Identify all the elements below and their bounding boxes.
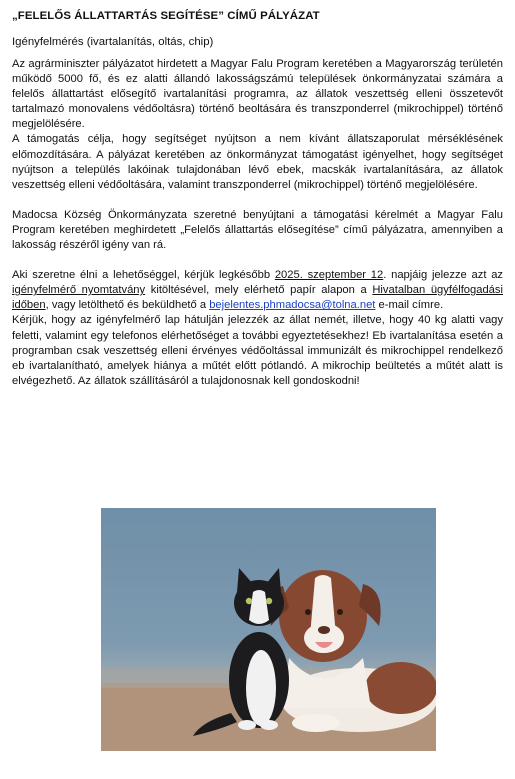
instructions-text-5: e-mail címre. xyxy=(375,299,444,312)
paragraph-requirements: Kérjük, hogy az igényfelmérő lap hátulján jelezzék az állat nemét, illetve, hogy 40 kg alatti vagy feletti, valamint egy telefonos elérhetőséget a további egyeztetésekhez! Eb ivartalanítása esetén a programban csak veszettség elleni érvényes védőoltással immunizált és mikrochippel rendelkező eb ivartalanítható, amelyek hiánya a műtét előtt pótlandó. A mikrochip beültetés a műtét alatt is elvégezhető. Az állatok szállításáról a tulajdonosnak kell gondoskodni! xyxy=(12,314,503,387)
instructions-text-2: . napjáig jelezze azt az xyxy=(383,269,504,282)
document-subtitle: Igényfelmérés (ivartalanítás, oltás, chip) xyxy=(12,36,214,48)
survey-form-link[interactable]: igényfelmérő nyomtatvány xyxy=(12,284,146,297)
cat-and-dog-photo xyxy=(101,508,436,751)
document-title: „FELELŐS ÁLLATTARTÁS SEGÍTÉSE” CÍMŰ PÁLYÁZAT xyxy=(12,10,320,22)
paragraph-instructions xyxy=(12,268,503,313)
paragraph-announcement: Az agrárminiszter pályázatot hirdetett a Magyar Falu Program keretében a Magyarország területén működő 5000 fő, és ez alatti állandó lakosságszámú települések önkormányzatai számára a felelős állattartást elősegítő ivartalanítási programra, az állatok veszettség elleni összetevőt tartalmazó monovalens védőoltásra) történő beoltására és transzponderrel (mikrochippel) történő megjelölésére. xyxy=(12,58,503,131)
dog-back-patch xyxy=(365,662,436,714)
cat-paw-right xyxy=(260,720,278,730)
cat-chest xyxy=(246,650,276,726)
cat-eye-left xyxy=(246,598,252,604)
document-page xyxy=(12,10,503,389)
instructions-text-4: , vagy letölthető és beküldhető a xyxy=(45,299,210,312)
dog-chest xyxy=(283,658,371,708)
dog-eye-left xyxy=(305,609,311,615)
photo-illustration xyxy=(101,508,436,751)
deadline-date: 2025. szeptember 12 xyxy=(274,269,384,282)
cat-paw-left xyxy=(238,720,256,730)
email-link[interactable]: bejelentes.phmadocsa@tolna.net xyxy=(209,299,376,312)
instructions-text-3: kitöltésével, mely elérhető papír alapon a xyxy=(145,284,373,297)
dog-paw xyxy=(292,714,340,732)
paragraph-municipality: Madocsa Község Önkormányzata szeretné benyújtani a támogatási kérelmét a Magyar Falu Program keretében meghirdetett „Felelős állattartás elősegítése” című pályázatra, amennyiben a lakosság részéről igény van rá. xyxy=(12,208,503,252)
dog-eye-right xyxy=(337,609,343,615)
cat-eye-right xyxy=(266,598,272,604)
instructions-text-1: Aki szeretne élni a lehetőséggel, kérjük legkésőbb xyxy=(12,269,275,282)
dog-nose xyxy=(318,626,330,634)
paragraph-goal: A támogatás célja, hogy segítséget nyújtson a nem kívánt állatszaporulat mérséklésének előmozdítására. A pályázat keretében az önkormányzat támogatást igényelhet, hogy segítséget nyújtson a település lakóinak tulajdonában lévő ebek, macskák ivartalanítására, az állatok veszettség elleni védőoltására, valamint transzponderrel (mikrochippel) történő megjelölésére. xyxy=(12,133,503,191)
office-hours-text: Hivatalban ügyfélfogadási időben xyxy=(12,284,503,312)
